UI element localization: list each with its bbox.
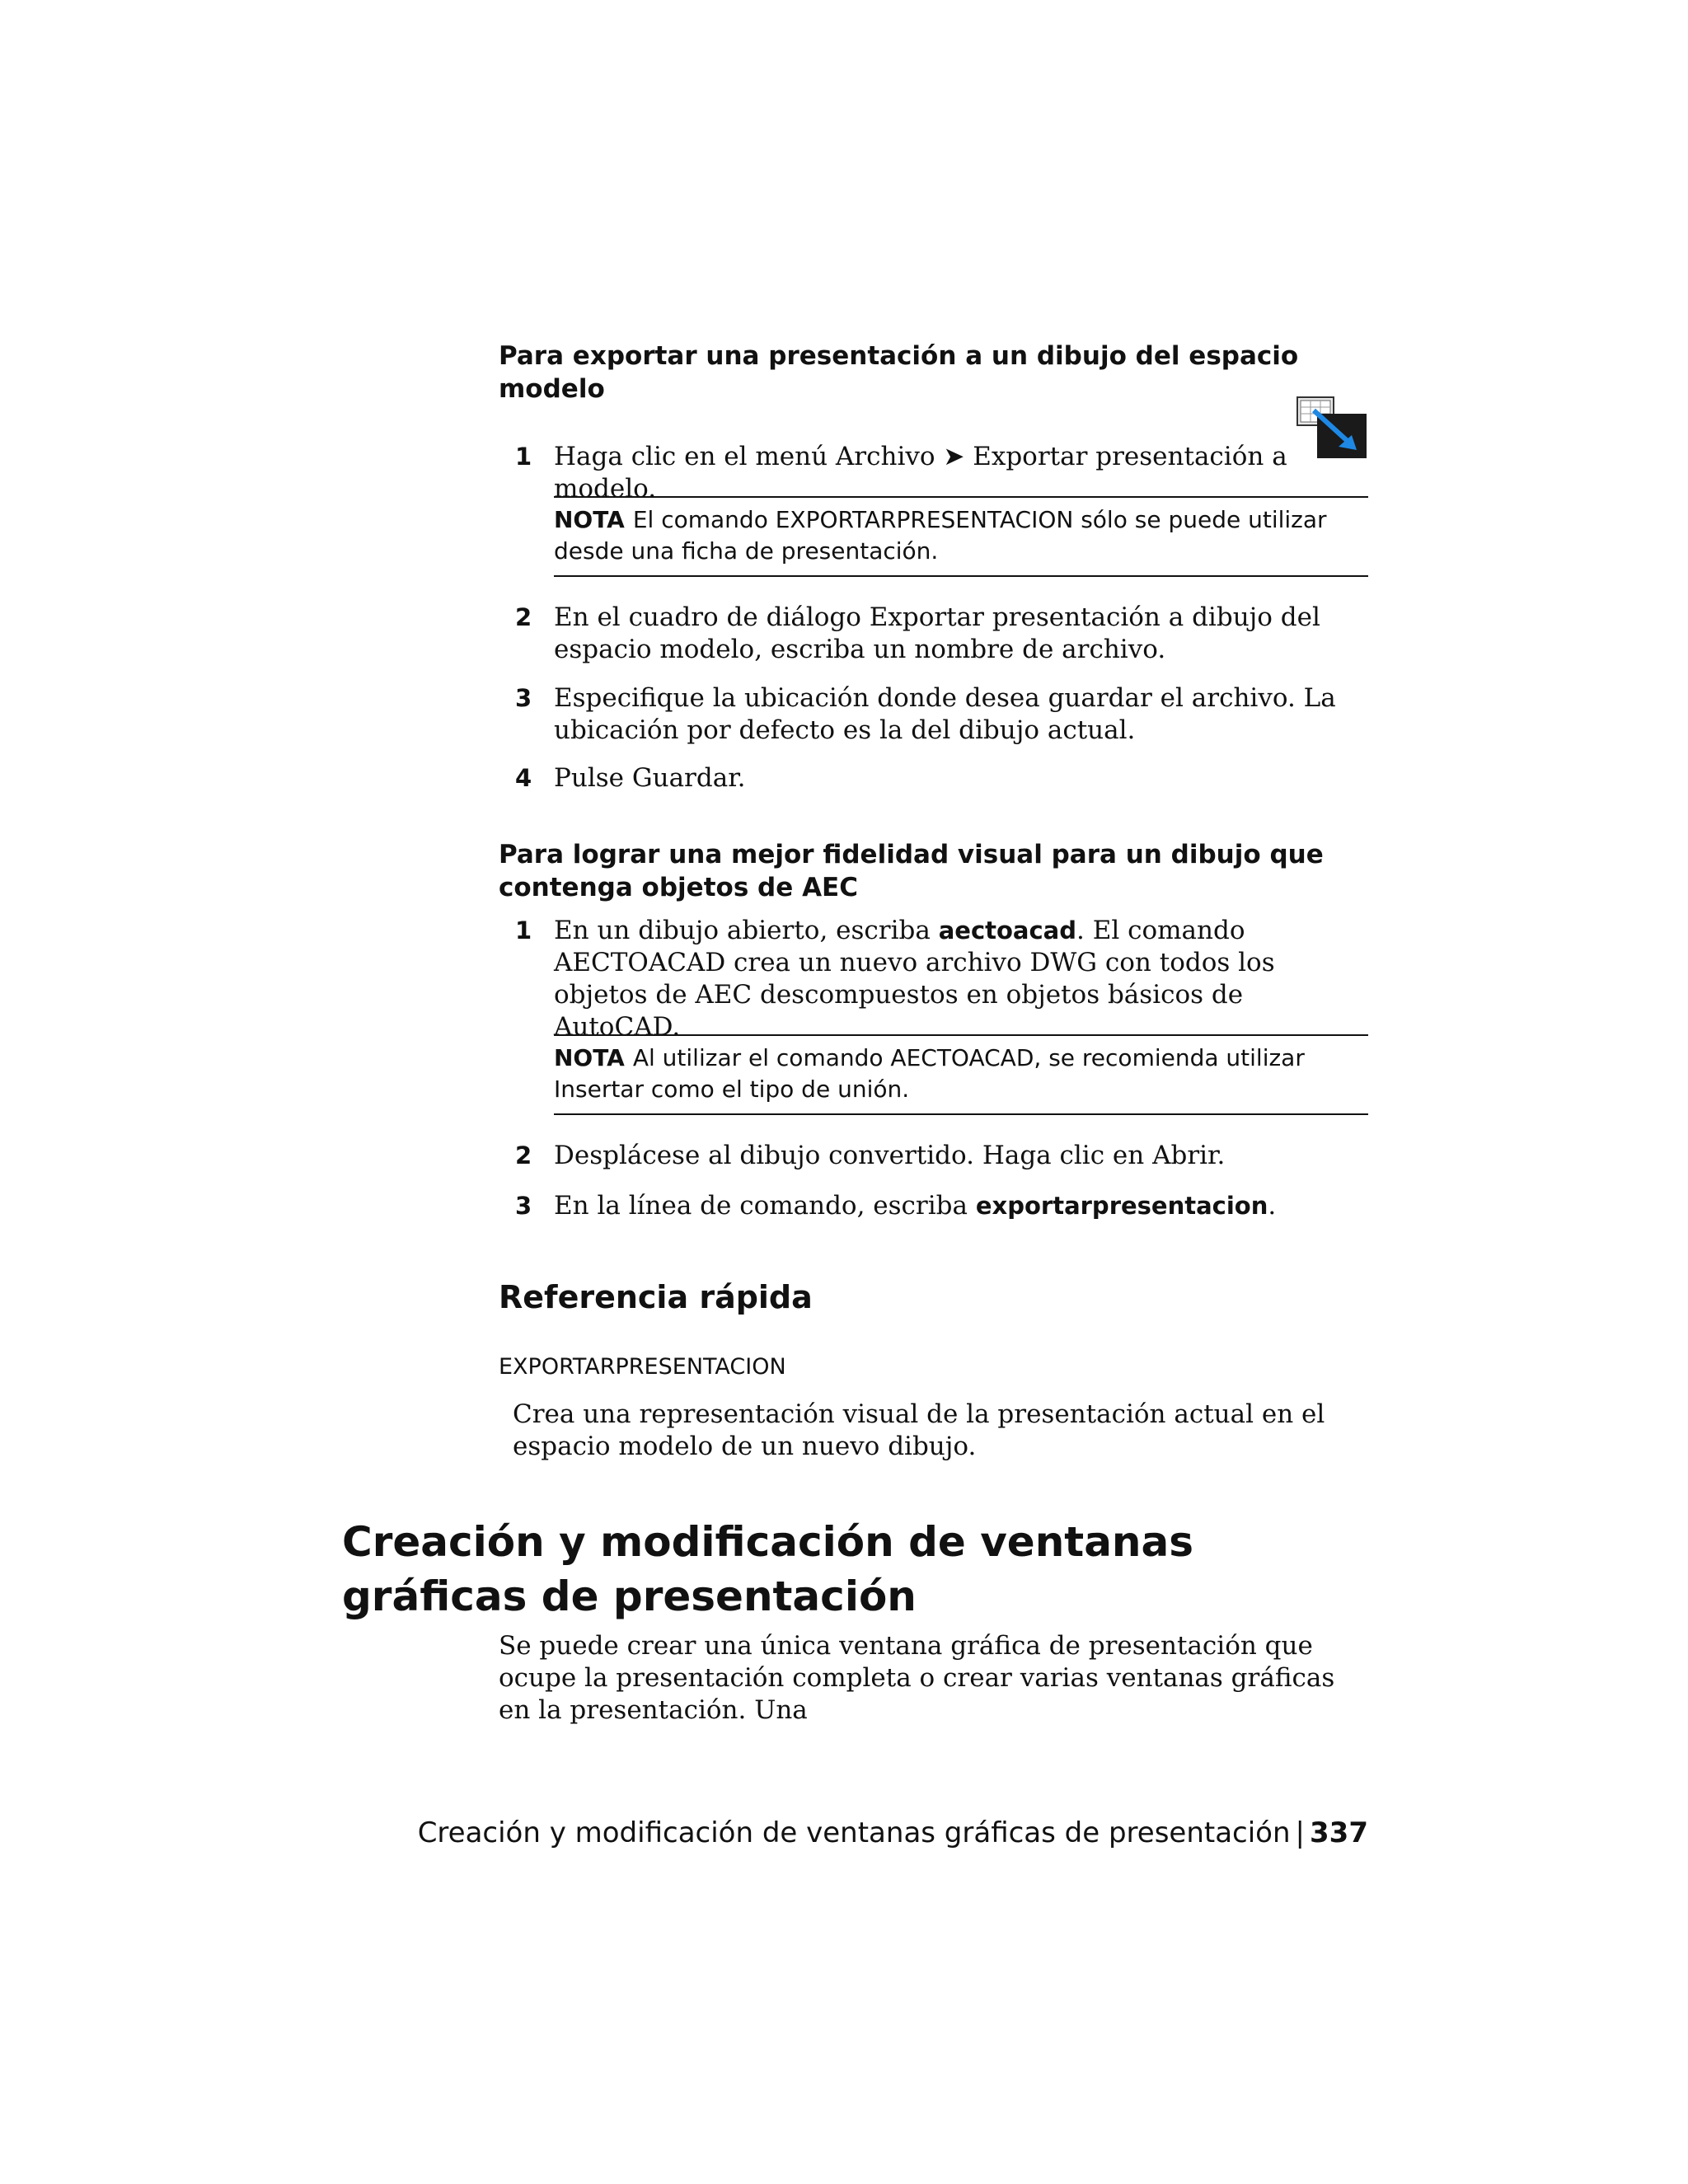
step-number: 4 xyxy=(515,764,532,792)
note-text: El comando EXPORTARPRESENTACION sólo se puede utilizar desde una ficha de presentación. xyxy=(554,506,1327,565)
text-run: . El comando AECTOACAD crea un nuevo archivo DWG con todos los objetos de AEC descompuestos en objetos básicos de AutoCAD. xyxy=(554,916,1275,1042)
step-number: 1 xyxy=(515,443,532,471)
step-2 xyxy=(515,1140,1368,1172)
step-text xyxy=(554,1190,1368,1222)
note-box xyxy=(554,1034,1368,1115)
step-2 xyxy=(515,602,1368,666)
note-box xyxy=(554,496,1368,577)
step-text: En el cuadro de diálogo Exportar presentación a dibujo del espacio modelo, escriba un nombre de archivo. xyxy=(554,602,1320,664)
page-number: 337 xyxy=(1310,1816,1368,1849)
step-number: 3 xyxy=(515,1192,532,1220)
footer-title: Creación y modificación de ventanas gráficas de presentación xyxy=(417,1816,1291,1849)
note-label: NOTA xyxy=(554,506,625,533)
step-3 xyxy=(515,682,1368,747)
step-text xyxy=(554,915,1368,1043)
step-text: Haga clic en el menú Archivo ➤ Exportar presentación a modelo. xyxy=(554,442,1287,504)
footer-separator: | xyxy=(1295,1816,1306,1849)
section-title: Creación y modificación de ventanas gráficas de presentación xyxy=(342,1518,1194,1620)
step-number: 2 xyxy=(515,603,532,631)
step-text: Desplácese al dibujo convertido. Haga clic en Abrir. xyxy=(554,1141,1226,1170)
quick-reference-command: EXPORTARPRESENTACION xyxy=(499,1354,786,1380)
body-paragraph: Se puede crear una única ventana gráfica de presentación que ocupe la presentación completa o crear varias ventanas gráficas en la presentación. Una xyxy=(499,1631,1335,1725)
step-3 xyxy=(515,1190,1368,1222)
command-name: aectoacad xyxy=(938,916,1077,944)
text-run: En la línea de comando, escriba xyxy=(554,1191,976,1221)
step-number: 1 xyxy=(515,916,532,944)
step-number: 3 xyxy=(515,684,532,712)
text-run: En un dibujo abierto, escriba xyxy=(554,916,939,945)
step-text: Especifique la ubicación donde desea guardar el archivo. La ubicación por defecto es la del dibujo actual. xyxy=(554,683,1336,745)
quick-reference-heading: Referencia rápida xyxy=(499,1279,813,1315)
command-name: exportarpresentacion xyxy=(975,1192,1268,1220)
step-1 xyxy=(515,915,1368,1043)
note-label: NOTA xyxy=(554,1044,625,1071)
procedure-title-export: Para exportar una presentación a un dibujo del espacio modelo xyxy=(499,341,1299,404)
step-4 xyxy=(515,762,1368,794)
procedure-title-aec: Para lograr una mejor fidelidad visual para un dibujo que contenga objetos de AEC xyxy=(499,840,1324,902)
note-text: Al utilizar el comando AECTOACAD, se recomienda utilizar Insertar como el tipo de unión. xyxy=(554,1044,1305,1103)
page-footer xyxy=(418,1816,1368,1849)
text-run: . xyxy=(1268,1191,1277,1221)
quick-reference-description: Crea una representación visual de la presentación actual en el espacio modelo de un nuevo dibujo. xyxy=(513,1399,1325,1461)
step-text: Pulse Guardar. xyxy=(554,763,746,793)
step-number: 2 xyxy=(515,1141,532,1169)
